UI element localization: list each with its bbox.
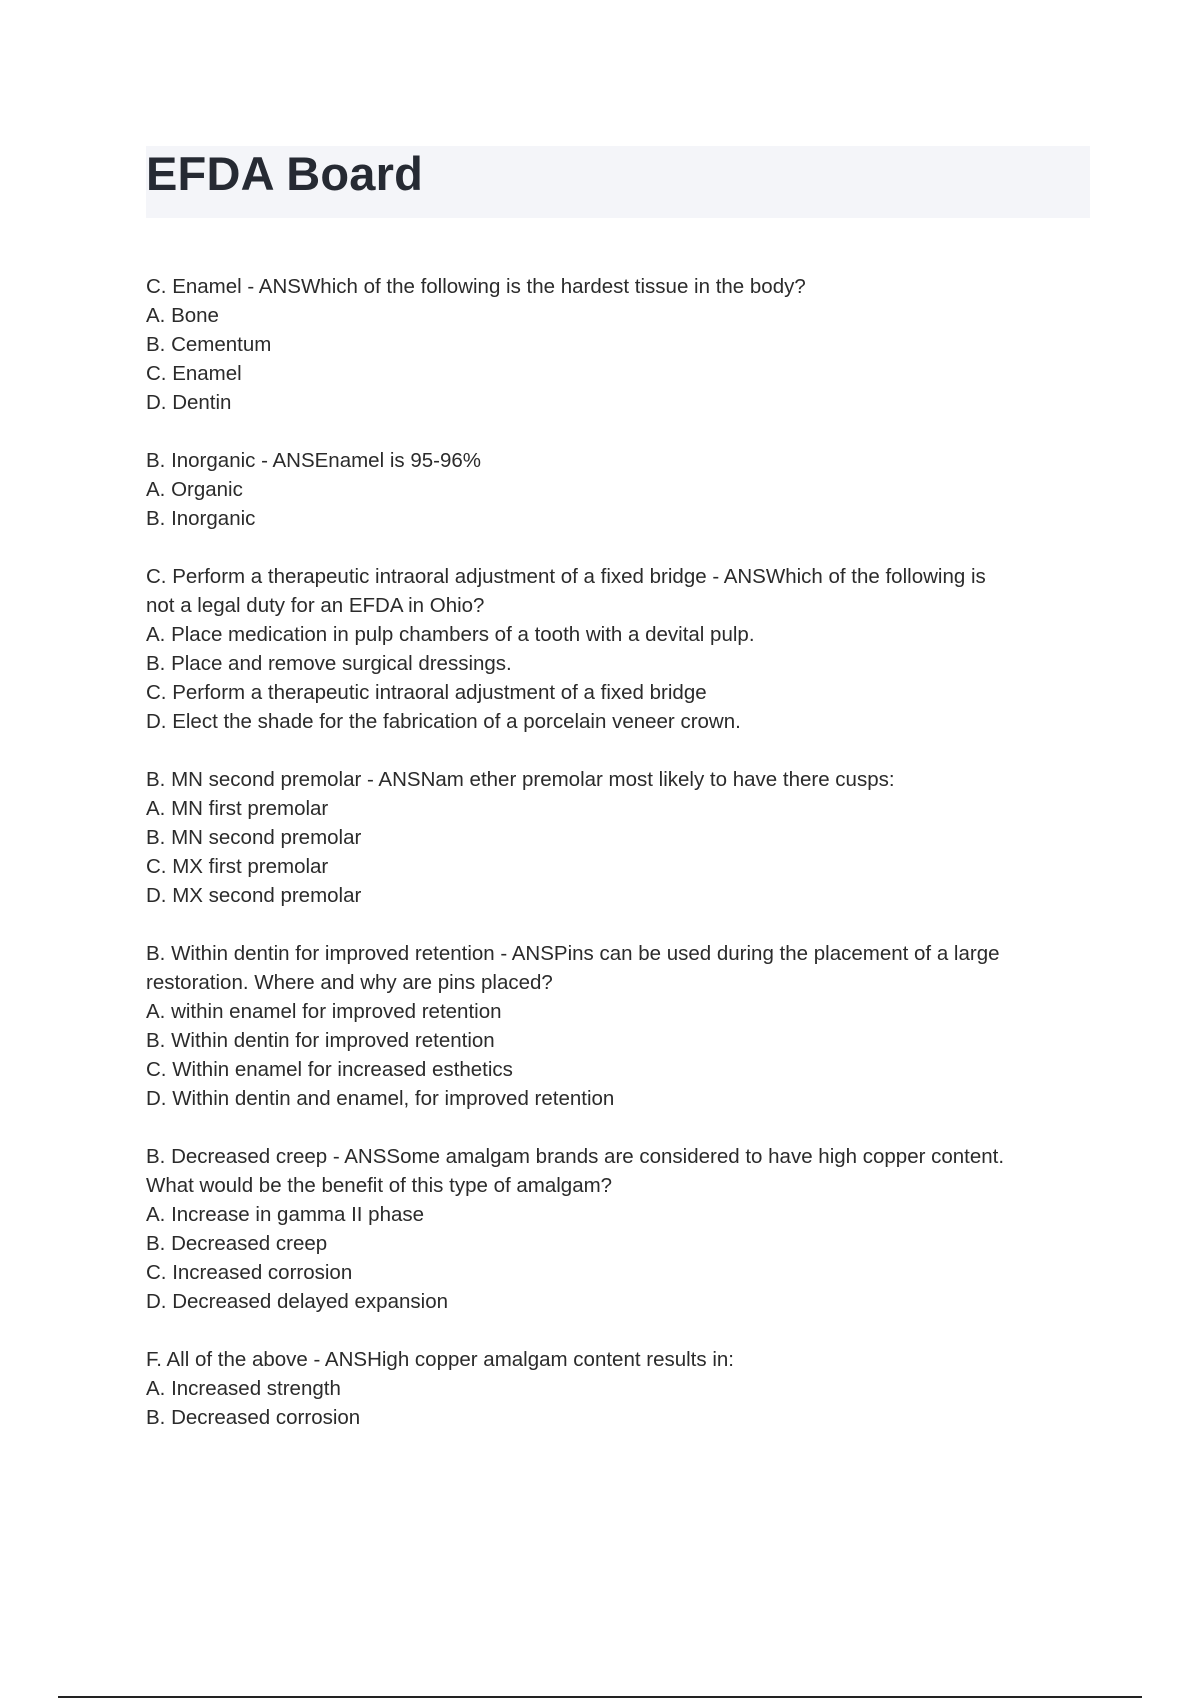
qa-block	[146, 765, 1090, 910]
option-line: B. Decreased corrosion	[146, 1406, 361, 1429]
qa-block	[146, 272, 1090, 417]
qa-block	[146, 1345, 1090, 1432]
answer-question-line: F. All of the above - ANSHigh copper amalgam content results in:	[146, 1348, 734, 1371]
option-line: restoration. Where and why are pins placed?	[146, 971, 553, 994]
qa-block	[146, 939, 1090, 1113]
option-line: C. Within enamel for increased esthetics	[146, 1058, 513, 1081]
option-line: B. Inorganic	[146, 507, 256, 530]
option-line: C. Enamel	[146, 362, 242, 385]
option-line: B. Place and remove surgical dressings.	[146, 652, 512, 675]
option-line: B. Decreased creep	[146, 1232, 328, 1255]
answer-question-line: C. Perform a therapeutic intraoral adjustment of a fixed bridge - ANSWhich of the following is	[146, 565, 986, 588]
option-line: B. Within dentin for improved retention	[146, 1029, 495, 1052]
qa-block	[146, 562, 1090, 736]
option-line: A. within enamel for improved retention	[146, 1000, 502, 1023]
option-line: D. Elect the shade for the fabrication of a porcelain veneer crown.	[146, 710, 741, 733]
option-line: C. Increased corrosion	[146, 1261, 353, 1284]
option-line: C. Perform a therapeutic intraoral adjustment of a fixed bridge	[146, 681, 707, 704]
option-line: A. Increased strength	[146, 1377, 341, 1400]
page-title: EFDA Board	[146, 147, 424, 200]
answer-question-line: B. MN second premolar - ANSNam ether premolar most likely to have there cusps:	[146, 768, 895, 791]
answer-question-line: B. Decreased creep - ANSSome amalgam brands are considered to have high copper content.	[146, 1145, 1005, 1168]
answer-question-line: B. Inorganic - ANSEnamel is 95-96%	[146, 449, 481, 472]
option-line: B. MN second premolar	[146, 826, 362, 849]
answer-question-line: C. Enamel - ANSWhich of the following is the hardest tissue in the body?	[146, 275, 806, 298]
option-line: A. Organic	[146, 478, 243, 501]
qa-block	[146, 446, 1090, 533]
answer-question-line: B. Within dentin for improved retention - ANSPins can be used during the placement of a large	[146, 942, 1000, 965]
option-line: D. Decreased delayed expansion	[146, 1290, 448, 1313]
qa-block	[146, 1142, 1090, 1316]
option-line: C. MX first premolar	[146, 855, 329, 878]
option-line: A. Increase in gamma II phase	[146, 1203, 425, 1226]
option-line: What would be the benefit of this type of amalgam?	[146, 1174, 613, 1197]
option-line: A. Place medication in pulp chambers of a tooth with a devital pulp.	[146, 623, 755, 646]
option-line: A. Bone	[146, 304, 219, 327]
option-line: D. Within dentin and enamel, for improved retention	[146, 1087, 615, 1110]
footer-divider	[58, 1696, 1142, 1698]
option-line: D. Dentin	[146, 391, 232, 414]
qa-list	[146, 272, 1090, 1461]
option-line: not a legal duty for an EFDA in Ohio?	[146, 594, 485, 617]
option-line: D. MX second premolar	[146, 884, 362, 907]
option-line: B. Cementum	[146, 333, 272, 356]
option-line: A. MN first premolar	[146, 797, 329, 820]
